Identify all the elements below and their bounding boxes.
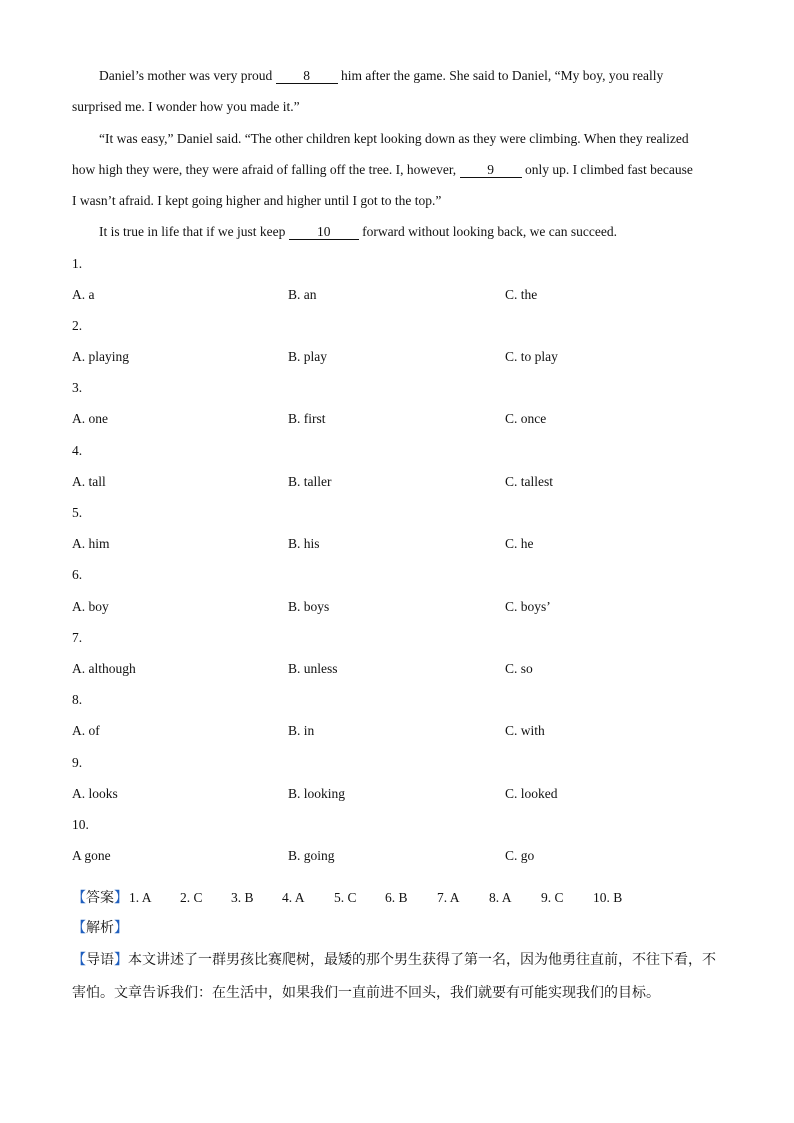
option-c: C. the — [505, 287, 538, 302]
option-b: B. first — [288, 411, 326, 426]
passage-paragraph-2-line-3 — [72, 193, 441, 209]
question-number: 10. — [72, 817, 89, 832]
passage-paragraph-2-line-1 — [99, 131, 689, 147]
passage-paragraph-1-line-1 — [99, 68, 663, 84]
passage-text: “It was easy,” Daniel said. “The other children kept looking down as they were climbing. When they realized — [99, 131, 689, 146]
option-a: A. one — [72, 411, 108, 426]
option-b: B. boys — [288, 599, 330, 614]
question-number: 3. — [72, 380, 83, 395]
option-c: C. go — [505, 848, 535, 863]
option-a: A. him — [72, 536, 110, 551]
option-a: A. looks — [72, 786, 118, 801]
passage-text: I wasn’t afraid. I kept going higher and higher until I got to the top.” — [72, 193, 442, 208]
option-a: A. a — [72, 287, 95, 302]
option-a: A. although — [72, 661, 136, 676]
option-c: C. tallest — [505, 474, 553, 489]
passage-text: him after the game. She said to Daniel, “My boy, you really — [337, 68, 664, 83]
option-c: C. once — [505, 411, 547, 426]
option-c: C. to play — [505, 349, 558, 364]
question-number: 2. — [72, 318, 83, 333]
passage-text: forward without looking back, we can succeed. — [358, 224, 617, 239]
answer-item: 7. A — [437, 890, 460, 905]
option-a: A gone — [72, 848, 111, 863]
answer-item: 5. C — [334, 890, 357, 905]
question-number: 1. — [72, 256, 83, 271]
passage-text: only up. I climbed fast because — [521, 162, 693, 177]
blank-9: 9 — [460, 163, 522, 178]
option-a: A. tall — [72, 474, 106, 489]
answer-item: 2. C — [180, 890, 203, 905]
answer-row — [72, 890, 128, 906]
option-c: C. so — [505, 661, 533, 676]
guide-line-1: 【导语】本文讲述了一群男孩比赛爬树，最矮的那个男生获得了第一名，因为他勇往直前，不往下看，不 — [72, 952, 716, 968]
answer-label: 【答案】 — [72, 890, 128, 906]
blank-8: 8 — [276, 69, 338, 84]
option-b: B. his — [288, 536, 320, 551]
option-a: A. of — [72, 723, 100, 738]
option-b: B. unless — [288, 661, 338, 676]
passage-text: It is true in life that if we just keep — [99, 224, 289, 239]
analysis-label: 【解析】 — [72, 920, 128, 936]
option-b: B. an — [288, 287, 317, 302]
question-number: 8. — [72, 692, 83, 707]
answer-item: 8. A — [489, 890, 512, 905]
option-b: B. play — [288, 349, 327, 364]
answer-item: 1. A — [129, 890, 152, 905]
question-number: 5. — [72, 505, 83, 520]
option-b: B. taller — [288, 474, 332, 489]
answer-item: 4. A — [282, 890, 305, 905]
passage-paragraph-1-line-2 — [72, 99, 300, 115]
question-number: 7. — [72, 630, 83, 645]
option-a: A. playing — [72, 349, 129, 364]
option-a: A. boy — [72, 599, 109, 614]
option-b: B. looking — [288, 786, 346, 801]
option-b: B. going — [288, 848, 335, 863]
option-c: C. he — [505, 536, 534, 551]
passage-paragraph-3-line-1 — [99, 224, 617, 240]
option-b: B. in — [288, 723, 315, 738]
option-c: C. with — [505, 723, 545, 738]
question-number: 6. — [72, 567, 83, 582]
answer-item: 9. C — [541, 890, 564, 905]
option-c: C. looked — [505, 786, 558, 801]
passage-paragraph-2-line-2 — [72, 162, 693, 178]
answer-item: 3. B — [231, 890, 254, 905]
passage-text: surprised me. I wonder how you made it.” — [72, 99, 300, 114]
blank-10: 10 — [289, 225, 359, 240]
answer-item: 6. B — [385, 890, 408, 905]
passage-text: Daniel’s mother was very proud — [99, 68, 276, 83]
option-c: C. boys’ — [505, 599, 551, 614]
passage-text: how high they were, they were afraid of falling off the tree. I, however, — [72, 162, 460, 177]
question-number: 9. — [72, 755, 83, 770]
answer-item: 10. B — [593, 890, 623, 905]
guide-line-2: 害怕。文章告诉我们：在生活中，如果我们一直前进不回头，我们就要有可能实现我们的目标。 — [72, 985, 660, 1001]
question-number: 4. — [72, 443, 83, 458]
